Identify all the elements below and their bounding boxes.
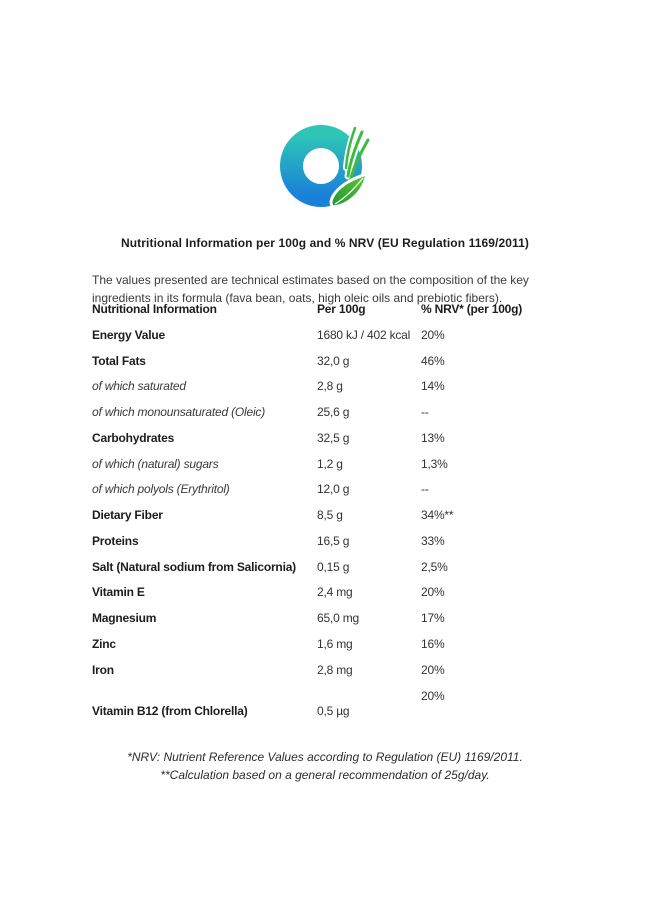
nrv-value: 2,5% — [421, 559, 448, 574]
table-row — [92, 560, 562, 586]
per-100g-value: 16,5 g — [317, 533, 350, 548]
footnote-nrv: *NRV: Nutrient Reference Values according to Regulation (EU) 1169/2011. — [127, 750, 523, 764]
nrv-value: 20% — [421, 327, 445, 342]
nrv-value: 13% — [421, 430, 445, 445]
header-per-100g: Per 100g — [317, 302, 366, 316]
table-row — [92, 611, 562, 637]
table-row — [92, 354, 562, 380]
nutrient-label: Dietary Fiber — [92, 508, 163, 522]
nutrient-label: Zinc — [92, 636, 116, 651]
footnote-calculation: **Calculation based on a general recommendation of 25g/day. — [160, 768, 490, 782]
per-100g-value: 8,5 g — [317, 508, 343, 522]
nutrient-label: of which saturated — [92, 379, 186, 394]
table-row — [92, 663, 562, 689]
table-row — [92, 689, 562, 730]
per-100g-value: 32,5 g — [317, 430, 350, 445]
nutrition-table-body — [92, 328, 562, 730]
nutrient-label: Magnesium — [92, 611, 157, 625]
ring-leaf-logo-icon — [275, 116, 375, 216]
nrv-value: 17% — [421, 611, 445, 625]
nutrient-label: Vitamin E — [92, 585, 145, 600]
per-100g-value: 25,6 g — [317, 405, 350, 419]
header-nrv-percent: % NRV* (per 100g) — [421, 302, 523, 316]
nrv-value: 20% — [421, 689, 445, 704]
nrv-value: -- — [421, 482, 429, 497]
per-100g-value: 0,15 g — [317, 559, 350, 574]
nrv-value: -- — [421, 405, 429, 419]
table-row — [92, 405, 562, 431]
per-100g-value: 2,4 mg — [317, 585, 353, 600]
per-100g-value: 32,0 g — [317, 353, 350, 368]
per-100g-value: 1680 kJ / 402 kcal — [317, 327, 411, 342]
per-100g-value: 0,5 µg — [317, 704, 350, 719]
table-header-row — [92, 302, 562, 328]
nrv-value: 20% — [421, 585, 445, 600]
nrv-value: 33% — [421, 533, 445, 548]
table-row — [92, 379, 562, 405]
nutrient-label: of which polyols (Erythritol) — [92, 482, 230, 497]
nutrient-label: Iron — [92, 662, 114, 677]
nutrient-label: Vitamin B12 (from Chlorella) — [92, 704, 248, 719]
nrv-value: 34%** — [421, 508, 454, 522]
table-row — [92, 637, 562, 663]
per-100g-value: 1,6 mg — [317, 636, 353, 651]
table-row — [92, 482, 562, 508]
page-title: Nutritional Information per 100g and % NRV (EU Regulation 1169/2011) — [120, 236, 529, 250]
nutrient-label: Proteins — [92, 533, 139, 548]
nrv-value: 16% — [421, 636, 445, 651]
table-row — [92, 585, 562, 611]
nutrient-label: Energy Value — [92, 327, 165, 342]
nutrient-label: of which (natural) sugars — [92, 456, 219, 471]
per-100g-value: 2,8 g — [317, 379, 343, 394]
nutrient-label: Carbohydrates — [92, 430, 175, 445]
intro-text: The values presented are technical estimates based on the composition of the key ingredients in its formula (fava bean, oats, high oleic oils and prebiotic fibers). — [92, 273, 529, 305]
brand-logo — [275, 116, 375, 216]
nrv-value: 1,3% — [421, 456, 448, 471]
per-100g-value: 1,2 g — [317, 456, 343, 471]
nrv-value: 14% — [421, 379, 445, 394]
header-nutritional-information: Nutritional Information — [92, 302, 217, 316]
table-row — [92, 457, 562, 483]
per-100g-value: 65,0 mg — [317, 611, 359, 625]
per-100g-value: 2,8 mg — [317, 662, 353, 677]
nutrient-label: of which monounsaturated (Oleic) — [92, 405, 266, 419]
nutrient-label: Salt (Natural sodium from Salicornia) — [92, 559, 296, 574]
table-row — [92, 508, 562, 534]
table-row — [92, 431, 562, 457]
nutrient-label: Total Fats — [92, 353, 146, 368]
table-row — [92, 328, 562, 354]
nutrition-table — [92, 302, 562, 730]
nrv-value: 46% — [421, 353, 445, 368]
nrv-value: 20% — [421, 662, 445, 677]
per-100g-value: 12,0 g — [317, 482, 350, 497]
table-row — [92, 534, 562, 560]
